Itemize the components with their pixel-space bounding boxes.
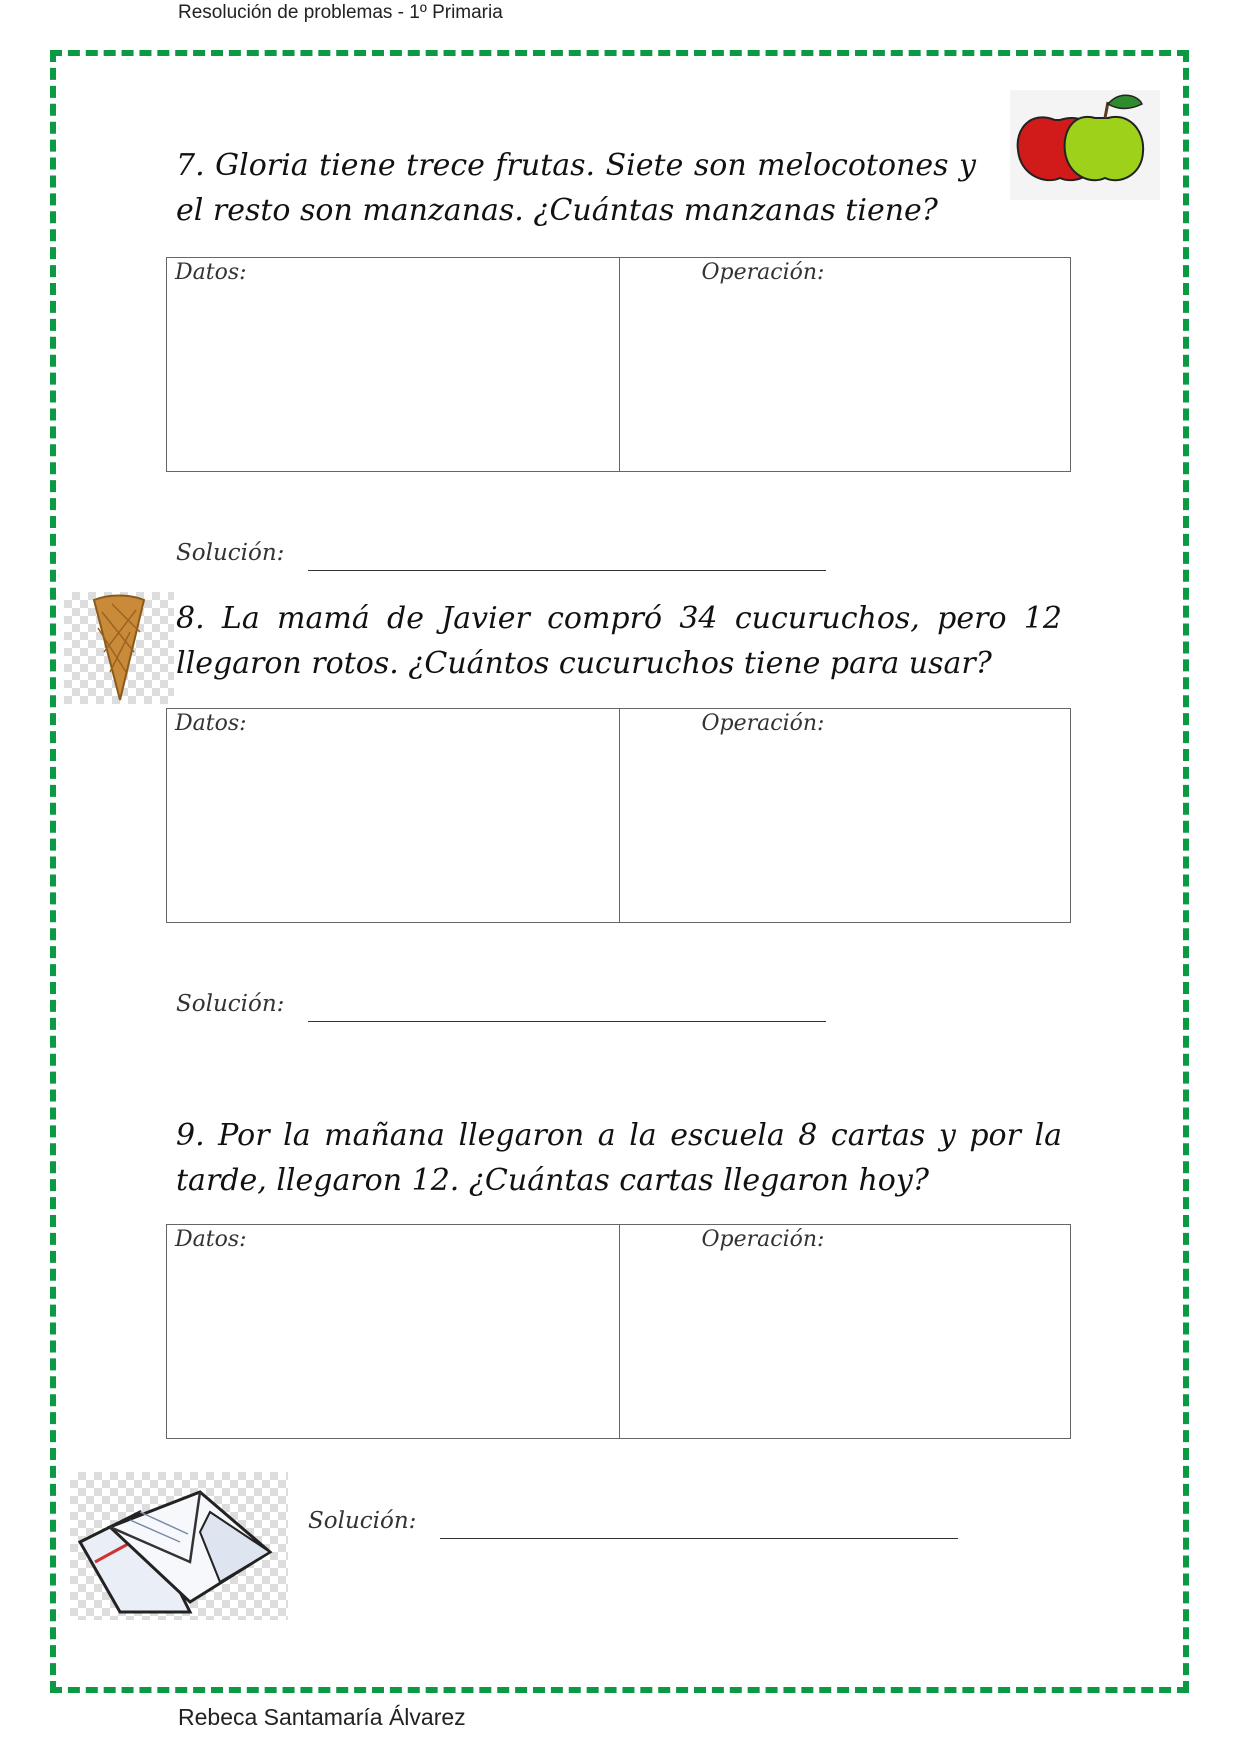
problem-8-work-table: [166, 708, 1071, 923]
operacion-label: Operación:: [701, 711, 825, 736]
solucion-answer-line[interactable]: [308, 570, 826, 571]
problem-9-text: 9. Por la mañana llegaron a la escuela 8 cartas y por la tarde, llegaron 12. ¿Cuántas cartas llegaron hoy?: [176, 1118, 1062, 1198]
page-header: Resolución de problemas - 1º Primaria: [178, 2, 503, 23]
datos-cell[interactable]: [167, 1225, 619, 1438]
ice-cream-cone-icon: [64, 592, 174, 704]
problem-7-text: 7. Gloria tiene trece frutas. Siete son melocotones y el resto son manzanas. ¿Cuántas manzanas tiene?: [176, 148, 976, 228]
operacion-cell[interactable]: [619, 1225, 1071, 1438]
solucion-answer-line[interactable]: [308, 1021, 826, 1022]
operacion-label: Operación:: [701, 260, 825, 285]
solucion-label: Solución:: [176, 540, 285, 566]
problem-9-work-table: [166, 1224, 1071, 1439]
datos-label: Datos:: [175, 260, 247, 285]
datos-cell[interactable]: [167, 709, 619, 922]
datos-label: Datos:: [175, 1227, 247, 1252]
apples-icon: [1010, 90, 1160, 200]
problem-8-text: 8. La mamá de Javier compró 34 cucuruchos, pero 12 llegaron rotos. ¿Cuántos cucuruchos tiene para usar?: [176, 601, 1062, 681]
datos-cell[interactable]: [167, 258, 619, 471]
solucion-label: Solución:: [308, 1508, 417, 1534]
envelopes-icon: [70, 1472, 288, 1620]
operacion-label: Operación:: [701, 1227, 825, 1252]
solucion-answer-line[interactable]: [440, 1538, 958, 1539]
operacion-cell[interactable]: [619, 258, 1071, 471]
page-footer: Rebeca Santamaría Álvarez: [178, 1704, 466, 1730]
problem-7-work-table: [166, 257, 1071, 472]
operacion-cell[interactable]: [619, 709, 1071, 922]
datos-label: Datos:: [175, 711, 247, 736]
solucion-label: Solución:: [176, 991, 285, 1017]
